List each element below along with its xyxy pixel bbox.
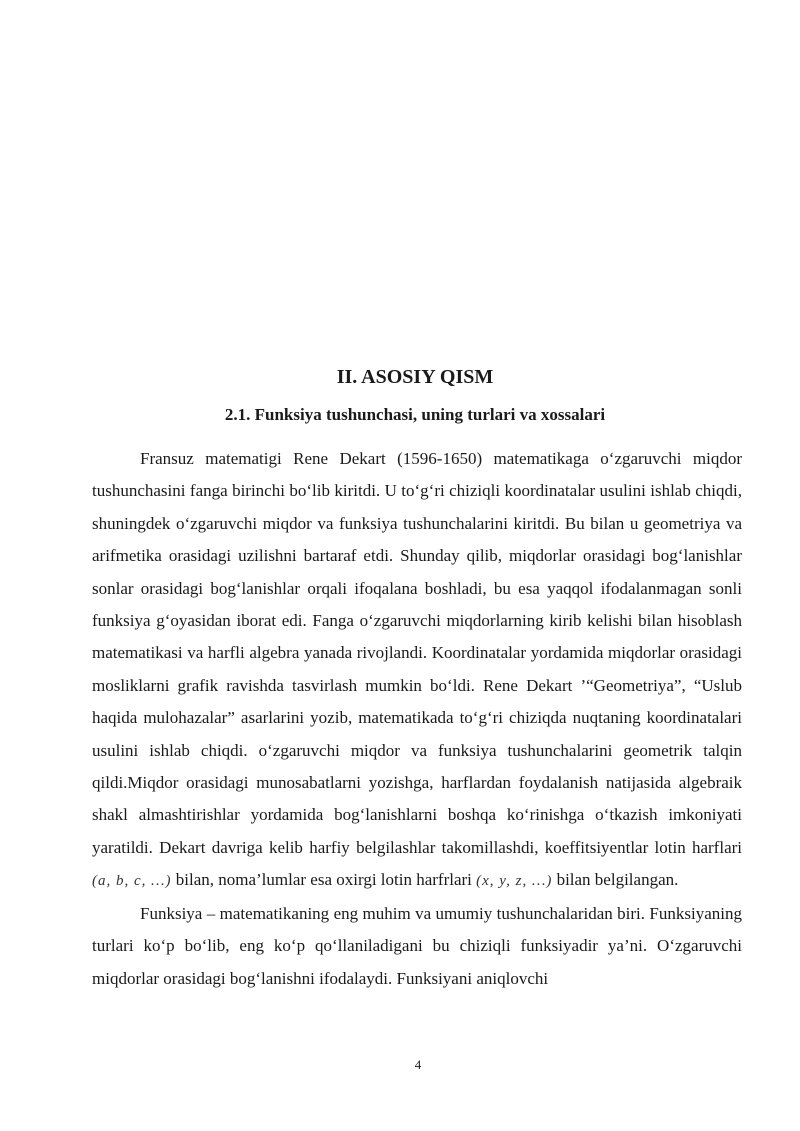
paragraph-text: bilan belgilangan. — [556, 870, 679, 890]
math-expression: (a, b, c, …) — [92, 873, 172, 890]
paragraph — [92, 443, 742, 898]
paragraph-text: bilan, noma’lumlar esa oxirgi lotin harfrlari — [175, 870, 472, 890]
body-text — [92, 443, 742, 995]
subsection-title: 2.1. Funksiya tushunchasi, uning turlari va xossalari — [224, 405, 606, 424]
math-expression: (x, y, z, …) — [476, 873, 553, 890]
paragraph-text: Fransuz matematigi Rene Dekart (1596-1650) matematikaga o‘zgaruvchi miqdor tushunchasini fanga birinchi bo‘lib kiritdi. U to‘g‘ri chiziqli koordinatalar usulini ishlab chiqdi, shuningdek o‘zgaruvchi miqdor va funksiya tushunchalarini kiritdi. Bu bilan u geometriya va arifmetika orasidagi uzilishni bartaraf etdi. Shunday qilib, miqdorlar orasidagi bog‘lanishlar sonlar orasidagi bog‘lanishlar orqali ifoqalana boshladi, bu esa yaqqol ifodalanmagan sonli funksiya g‘oyasidan iborat edi. Fanga o‘zgaruvchi miqdorlarning kirib kelishi bilan hisoblash matematikasi va harfli algebra yanada rivojlandi. Koordinatalar yordamida miqdorlar orasidagi mosliklarni grafik ravishda tasvirlash mumkin bo‘ldi. Rene Dekart ’“Geometriya”, “Uslub haqida mulohazalar” asarlarini yozib, matematikada to‘g‘ri chiziqda nuqtaning koordinatalari usulini ishlab chiqdi. o‘zgaruvchi miqdor va funksiya tushunchalarini geometrik talqin qildi.Miqdor orasidagi munosabatlarni yozishga, harflardan foydalanish natijasida algebraik shakl almashtirishlar yordamida bog‘lanishlarni boshqa ko‘rinishga o‘tkazish imkoniyati yaratildi. Dekart davriga kelib harfiy belgilashlar takomillashdi, koeffitsiyentlar lotin harflari — [92, 449, 742, 857]
paragraph: Funksiya – matematikaning eng muhim va umumiy tushunchalaridan biri. Funksiyaning turlari ko‘p bo‘lib, eng ko‘p qo‘llaniladigani bu chiziqli funksiyadir ya’ni. O‘zgaruvchi miqdorlar orasidagi bog‘lanishni ifodalaydi. Funksiyani aniqlovchi — [92, 903, 742, 988]
section-title: II. ASOSIY QISM — [336, 366, 494, 388]
page-number: 4 — [414, 1057, 422, 1072]
